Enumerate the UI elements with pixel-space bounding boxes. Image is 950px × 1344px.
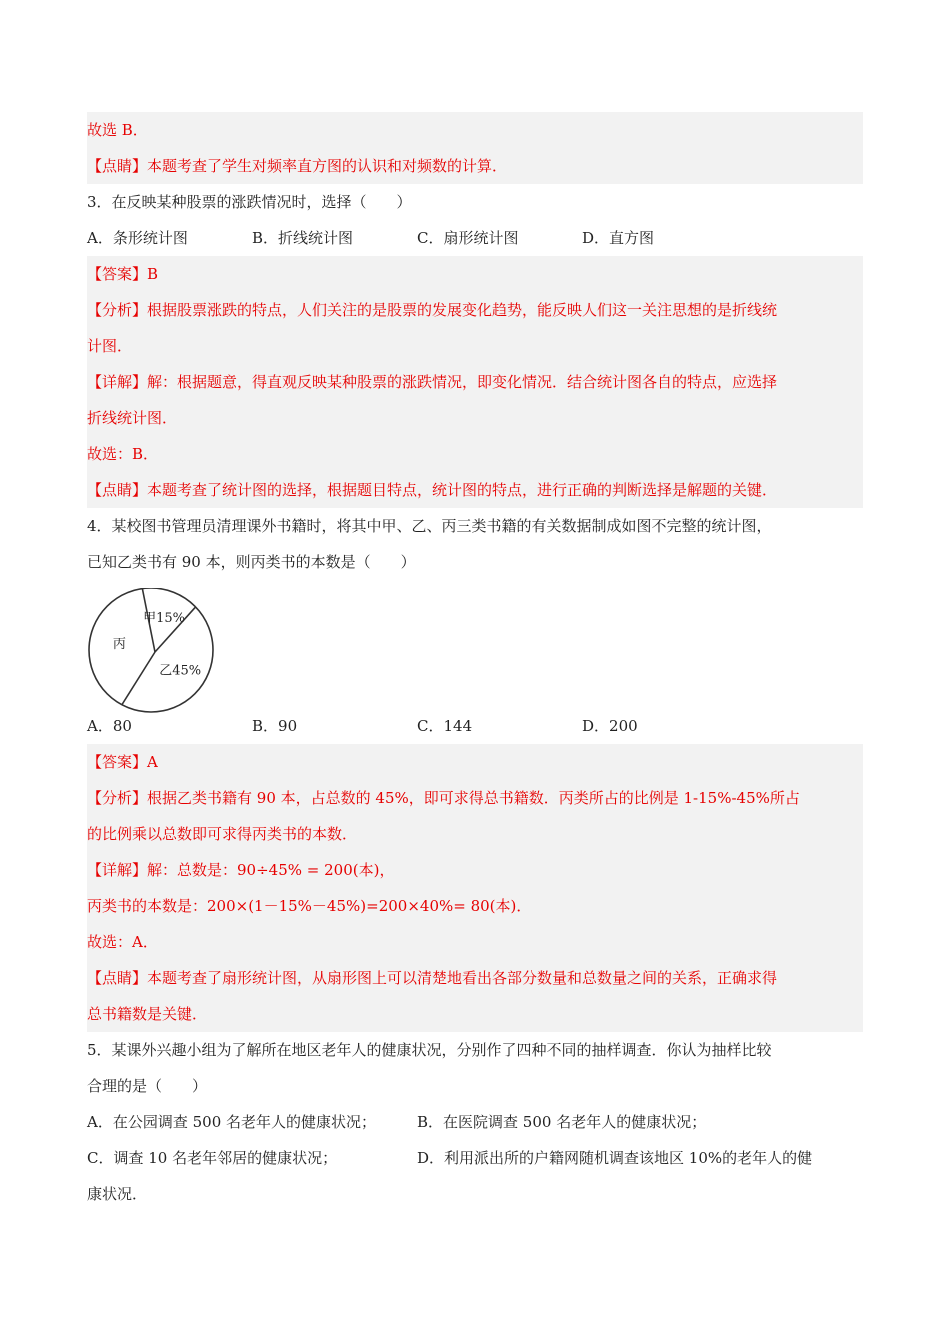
q2-conclusion: 故选 B． <box>87 121 148 139</box>
q5-option-c: C．调查 10 名老年邻居的健康状况； <box>87 1149 338 1167</box>
q5-stem-1: 5．某课外兴趣小组为了解所在地区老年人的健康状况，分别作了四种不同的抽样调查．你认为抽样比较 <box>87 1041 772 1059</box>
q2-comment-text: 本题考查了学生对频率直方图的认识和对频数的计算． <box>147 157 508 175</box>
q4-comment-cont: 总书籍数是关键． <box>87 1005 208 1023</box>
q4-pie-chart <box>87 580 863 708</box>
pie-boundary-2 <box>122 652 155 705</box>
q3-comment <box>87 472 863 508</box>
q3-options <box>87 220 863 256</box>
q2-comment-label: 【点睛】 <box>87 157 148 175</box>
q4-comment-text-1: 本题考查了扇形统计图，从扇形图上可以清楚地看出各部分数量和总数量之间的关系，正确求得 <box>147 969 778 987</box>
q3-stem: 3．在反映某种股票的涨跌情况时，选择（ ） <box>87 193 412 211</box>
document-page <box>87 112 863 1212</box>
q3-analysis-text-1: 根据股票涨跌的特点，人们关注的是股票的发展变化趋势，能反映人们这一关注思想的是折线统 <box>147 301 778 319</box>
q4-answer-label: 【答案】 <box>87 753 148 771</box>
q3-option-d: D．直方图 <box>582 229 655 247</box>
q4-stem-1: 4．某校图书管理员清理课外书籍时，将其中甲、乙、丙三类书籍的有关数据制成如图不完整的统计图， <box>87 517 772 535</box>
q3-detail-text-1: 解：根据题意，得直观反映某种股票的涨跌情况，即变化情况．结合统计图各自的特点，应选择 <box>147 373 778 391</box>
q3-analysis-cont: 计图． <box>87 337 133 355</box>
q3-detail-cont: 折线统计图． <box>87 409 178 427</box>
q5-option-b: B．在医院调查 500 名老年人的健康状况； <box>417 1113 707 1131</box>
q4-option-b: B．90 <box>252 717 298 735</box>
q2-solution-box <box>87 112 863 184</box>
q3-detail-label: 【详解】 <box>87 373 148 391</box>
q3-conclusion: 故选：B． <box>87 445 159 463</box>
q4-answer-value: A <box>147 753 158 771</box>
q4-analysis-label: 【分析】 <box>87 789 148 807</box>
q3-comment-label: 【点睛】 <box>87 481 148 499</box>
q3-detail <box>87 364 863 400</box>
q4-analysis <box>87 780 863 816</box>
q3-solution-box <box>87 256 863 508</box>
q4-solution-box <box>87 744 863 1032</box>
q5-option-d: D．利用派出所的户籍网随机调查该地区 10%的老年人的健 <box>417 1149 813 1167</box>
q3-option-b: B．折线统计图 <box>252 229 354 247</box>
q4-analysis-cont: 的比例乘以总数即可求得丙类书的本数． <box>87 825 358 843</box>
q3-answer-value: B <box>147 265 159 283</box>
q4-answer <box>87 744 863 780</box>
q4-detail-cont: 丙类书的本数是：200×(1－15%－45%)=200×40%= 80(本)． <box>87 897 532 915</box>
q4-detail-text-1: 解：总数是：90÷45% = 200(本)， <box>147 861 395 879</box>
q5-options-row-2 <box>87 1140 863 1176</box>
q4-detail <box>87 852 863 888</box>
q5-option-a: A．在公园调查 500 名老年人的健康状况； <box>87 1113 377 1131</box>
q5-stem-2: 合理的是（ ） <box>87 1077 208 1095</box>
pie-label-0: 甲15% <box>143 610 186 626</box>
pie-outline <box>89 588 213 712</box>
q3-analysis-label: 【分析】 <box>87 301 148 319</box>
q4-stem-2: 已知乙类书有 90 本，则丙类书的本数是（ ） <box>87 553 416 571</box>
q3-comment-text: 本题考查了统计图的选择，根据题目特点，统计图的特点，进行正确的判断选择是解题的关键． <box>147 481 778 499</box>
q3-option-c: C．扇形统计图 <box>417 229 519 247</box>
q4-option-a: A．80 <box>87 717 132 735</box>
q3-answer <box>87 256 863 292</box>
q4-comment-label: 【点睛】 <box>87 969 148 987</box>
q4-analysis-text-1: 根据乙类书籍有 90 本，占总数的 45%，即可求得总书籍数．丙类所占的比例是 1-15%-45%所占 <box>147 789 800 807</box>
q3-answer-label: 【答案】 <box>87 265 148 283</box>
q4-option-d: D．200 <box>582 717 638 735</box>
q4-conclusion: 故选：A． <box>87 933 158 951</box>
pie-chart-svg <box>87 588 227 720</box>
q5-option-d-cont: 康状况． <box>87 1185 148 1203</box>
q4-detail-label: 【详解】 <box>87 861 148 879</box>
q3-analysis <box>87 292 863 328</box>
pie-label-1: 乙45% <box>159 663 202 679</box>
q4-option-c: C．144 <box>417 717 473 735</box>
q3-option-a: A．条形统计图 <box>87 229 188 247</box>
pie-label-2: 丙 <box>112 637 126 653</box>
q5-options-row-1 <box>87 1104 863 1140</box>
q2-comment <box>87 148 863 184</box>
q4-comment <box>87 960 863 996</box>
